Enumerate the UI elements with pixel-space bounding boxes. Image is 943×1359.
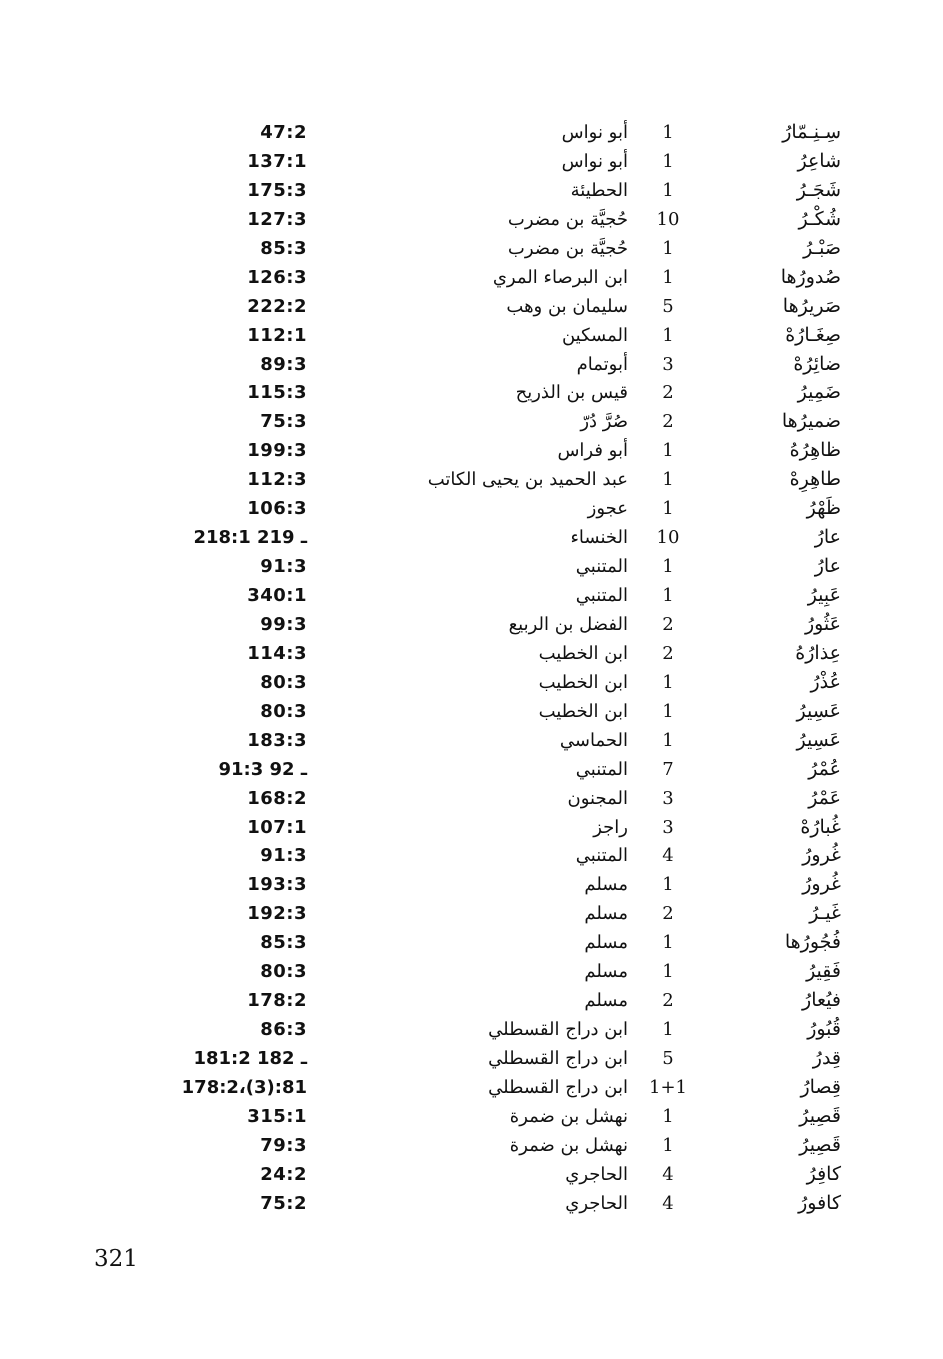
poet-name: الحماسي: [559, 729, 628, 751]
volume-page-reference: 340:1: [247, 585, 307, 606]
verse-count: 1: [662, 932, 674, 954]
table-row: [0, 813, 943, 842]
verse-count: 1+1: [649, 1076, 687, 1098]
poet-name: المتنبي: [575, 758, 628, 780]
table-row: [0, 292, 943, 321]
verse-count: 2: [662, 903, 674, 925]
volume-page-reference: 91:3: [260, 845, 307, 867]
verse-count: 4: [662, 1192, 674, 1214]
volume-page-reference: 199:3: [247, 440, 307, 462]
table-row: [0, 118, 943, 147]
table-row: [0, 552, 943, 581]
table-row: [0, 928, 943, 957]
table-row: [0, 494, 943, 523]
rhyme-word: عَسِيرُ: [796, 728, 841, 751]
volume-page-reference: 107:1: [247, 816, 307, 838]
table-row: [0, 176, 943, 205]
table-row: [0, 465, 943, 494]
poet-name: صُرَّ دُرّ: [580, 411, 628, 433]
verse-count: 3: [662, 816, 674, 838]
poet-name: قيس بن الذريح: [515, 382, 628, 404]
rhyme-word: عَبِيرُ: [807, 584, 841, 606]
volume-page-reference: 91:3: [260, 556, 307, 578]
verse-count: 1: [662, 874, 674, 896]
volume-page-reference: 178:2،(3):81: [181, 1076, 307, 1098]
rhyme-word: عُذْرُ: [810, 670, 841, 693]
table-row: [0, 378, 943, 407]
poet-name: أبوتمام: [576, 353, 628, 375]
verse-count: 3: [662, 353, 674, 375]
volume-page-reference: 112:3: [247, 469, 307, 491]
rhyme-word: غُرورُ: [802, 844, 841, 867]
rhyme-word: سِـنِـمّارُ: [782, 121, 841, 143]
table-row: [0, 1015, 943, 1044]
volume-page-reference: 175:3: [247, 179, 307, 201]
volume-page-reference: 86:3: [260, 1019, 307, 1041]
rhyme-word: عَثُورُ: [804, 612, 841, 635]
volume-page-reference: 114:3: [247, 642, 307, 664]
volume-page-reference: 168:2: [247, 787, 307, 809]
volume-page-reference: 222:2: [247, 295, 307, 317]
table-row: [0, 581, 943, 610]
poet-name: سليمان بن وهب: [506, 295, 628, 317]
poet-name: عجوز: [587, 498, 628, 520]
verse-count: 1: [662, 469, 674, 491]
rhyme-word: ضائِرُهْ: [793, 352, 841, 375]
rhyme-word: عُمْرُ: [808, 757, 841, 780]
table-row: [0, 407, 943, 436]
poet-name: عبد الحميد بن يحيى الكاتب: [427, 469, 628, 491]
table-row: [0, 436, 943, 465]
volume-page-reference: 112:1: [247, 324, 307, 346]
poet-name: نهشل بن ضمرة: [509, 1105, 628, 1127]
poet-name: ابن دراج القسطلي: [488, 1019, 628, 1041]
poet-name: مسلم: [584, 932, 628, 954]
verse-count: 1: [662, 237, 674, 259]
volume-page-reference: 193:3: [247, 874, 307, 896]
poet-name: مسلم: [584, 903, 628, 925]
table-row: [0, 1073, 943, 1102]
rhyme-word: قُبُورُ: [807, 1018, 841, 1041]
volume-page-reference: 91:3 ـ 92: [218, 758, 307, 780]
volume-page-reference: 80:3: [260, 961, 307, 983]
rhyme-word: قَصِيرُ: [799, 1104, 841, 1127]
rhyme-word: عَسِيرُ: [796, 699, 841, 722]
verse-count: 1: [662, 150, 674, 172]
verse-count: 1: [662, 1134, 674, 1156]
poet-name: الفضل بن الربيع: [508, 613, 628, 635]
poet-name: مسلم: [584, 961, 628, 983]
verse-count: 7: [662, 758, 674, 780]
rhyme-word: صِغَـارُهْ: [785, 323, 841, 346]
table-row: [0, 784, 943, 813]
verse-count: 1: [662, 961, 674, 983]
rhyme-word: صَبْـرُ: [803, 236, 841, 259]
verse-count: 2: [662, 411, 674, 433]
poet-name: المجنون: [567, 787, 628, 809]
table-row: [0, 263, 943, 292]
rhyme-index-table: [0, 118, 943, 1218]
rhyme-word: شاعِرُ: [797, 149, 841, 172]
rhyme-word: ضَمِيرُ: [797, 381, 841, 404]
volume-page-reference: 315:1: [247, 1105, 307, 1127]
poet-name: أبو نواس: [561, 150, 628, 172]
verse-count: 3: [662, 787, 674, 809]
poet-name: الحطيئة: [570, 179, 628, 201]
volume-page-reference: 85:3: [260, 237, 307, 259]
table-row: [0, 610, 943, 639]
volume-page-reference: 106:3: [247, 498, 307, 520]
table-row: [0, 755, 943, 784]
poet-name: نهشل بن ضمرة: [509, 1134, 628, 1156]
table-row: [0, 697, 943, 726]
table-row: [0, 1160, 943, 1189]
rhyme-word: كافِرُ: [806, 1162, 841, 1185]
volume-page-reference: 137:1: [247, 150, 307, 172]
table-row: [0, 523, 943, 552]
rhyme-word: غُبارُهْ: [800, 815, 841, 838]
poet-name: المتنبي: [575, 845, 628, 867]
rhyme-word: قِصارُ: [800, 1075, 841, 1098]
volume-page-reference: 115:3: [247, 382, 307, 404]
table-row: [0, 234, 943, 263]
verse-count: 5: [662, 1048, 674, 1069]
poet-name: ابن البرصاء المري: [492, 266, 628, 288]
rhyme-word: عَمْرُ: [808, 786, 841, 809]
verse-count: 2: [662, 642, 674, 664]
poet-name: ابن الخطيب: [538, 700, 628, 722]
poet-name: المتنبي: [575, 585, 628, 606]
verse-count: 1: [662, 729, 674, 751]
poet-name: ابن دراج القسطلي: [488, 1076, 628, 1098]
table-row: [0, 726, 943, 755]
rhyme-word: ضميرُها: [781, 410, 841, 433]
volume-page-reference: 127:3: [247, 208, 307, 230]
poet-name: المتنبي: [575, 556, 628, 578]
verse-count: 1: [662, 266, 674, 288]
poet-name: ابن الخطيب: [538, 642, 628, 664]
rhyme-word: طاهِرِهْ: [789, 468, 841, 491]
verse-count: 1: [662, 179, 674, 201]
rhyme-word: عارُ: [814, 526, 841, 549]
rhyme-word: عارُ: [814, 555, 841, 578]
volume-page-reference: 178:2: [247, 990, 307, 1012]
poet-name: راجز: [593, 816, 628, 838]
page-number: 321: [94, 1246, 138, 1272]
rhyme-word: شَجَـرُ: [796, 178, 841, 201]
verse-count: 1: [662, 671, 674, 693]
poet-name: حُجيَّة بن مضرب: [507, 237, 628, 259]
table-row: [0, 639, 943, 668]
poet-name: الحاجري: [565, 1192, 628, 1214]
volume-page-reference: 99:3: [260, 613, 307, 635]
table-row: [0, 1131, 943, 1160]
poet-name: الحاجري: [565, 1163, 628, 1185]
verse-count: 2: [662, 990, 674, 1012]
rhyme-word: شُكْـرُ: [798, 207, 841, 230]
rhyme-word: صَريرُها: [782, 294, 841, 317]
volume-page-reference: 47:2: [260, 122, 307, 143]
table-row: [0, 1044, 943, 1073]
volume-page-reference: 80:3: [260, 700, 307, 722]
rhyme-word: كافورُ: [798, 1191, 841, 1214]
poet-name: ابن دراج القسطلي: [488, 1048, 628, 1069]
rhyme-word: ظاهِرُهُ: [789, 439, 841, 462]
poet-name: أبو فراس: [557, 440, 628, 462]
table-row: [0, 147, 943, 176]
verse-count: 1: [662, 440, 674, 462]
table-row: [0, 841, 943, 870]
verse-count: 4: [662, 845, 674, 867]
volume-page-reference: 192:3: [247, 903, 307, 925]
rhyme-word: عِذارُهُ: [795, 641, 841, 664]
table-row: [0, 205, 943, 234]
verse-count: 1: [662, 1105, 674, 1127]
table-row: [0, 1189, 943, 1218]
rhyme-word: قَصِيرُ: [799, 1133, 841, 1156]
table-row: [0, 870, 943, 899]
volume-page-reference: 85:3: [260, 932, 307, 954]
poet-name: مسلم: [584, 874, 628, 896]
poet-name: أبو نواس: [561, 122, 628, 143]
poet-name: الخنساء: [570, 527, 628, 549]
verse-count: 1: [662, 585, 674, 606]
volume-page-reference: 24:2: [260, 1163, 307, 1185]
verse-count: 1: [662, 700, 674, 722]
verse-count: 10: [656, 208, 680, 230]
volume-page-reference: 75:2: [260, 1192, 307, 1214]
verse-count: 5: [662, 295, 674, 317]
verse-count: 1: [662, 324, 674, 346]
verse-count: 1: [662, 556, 674, 578]
verse-count: 1: [662, 122, 674, 143]
volume-page-reference: 79:3: [260, 1134, 307, 1156]
rhyme-word: فُجُورُها: [784, 931, 841, 954]
table-row: [0, 1102, 943, 1131]
table-row: [0, 668, 943, 697]
rhyme-word: فيُعارُ: [802, 989, 841, 1012]
table-row: [0, 350, 943, 379]
verse-count: 10: [656, 527, 680, 549]
volume-page-reference: 126:3: [247, 266, 307, 288]
poet-name: مسلم: [584, 990, 628, 1012]
verse-count: 2: [662, 613, 674, 635]
rhyme-word: غُرورُ: [802, 873, 841, 896]
verse-count: 4: [662, 1163, 674, 1185]
poet-name: حُجيَّة بن مضرب: [507, 208, 628, 230]
volume-page-reference: 89:3: [260, 353, 307, 375]
table-row: [0, 321, 943, 350]
rhyme-word: قِدرُ: [812, 1047, 841, 1069]
rhyme-word: ظَهْرُ: [806, 497, 841, 520]
table-row: [0, 957, 943, 986]
volume-page-reference: 181:2 ـ 182: [193, 1048, 307, 1069]
verse-count: 1: [662, 498, 674, 520]
verse-count: 1: [662, 1019, 674, 1041]
table-row: [0, 899, 943, 928]
rhyme-word: صُدورُها: [780, 265, 841, 288]
rhyme-word: فَقِيرُ: [806, 960, 841, 983]
volume-page-reference: 80:3: [260, 671, 307, 693]
volume-page-reference: 218:1 ـ 219: [193, 527, 307, 549]
poet-name: المسكين: [561, 324, 628, 346]
verse-count: 2: [662, 382, 674, 404]
volume-page-reference: 75:3: [260, 411, 307, 433]
rhyme-word: غَيـرُ: [809, 902, 841, 925]
poet-name: ابن الخطيب: [538, 671, 628, 693]
table-row: [0, 986, 943, 1015]
volume-page-reference: 183:3: [247, 729, 307, 751]
